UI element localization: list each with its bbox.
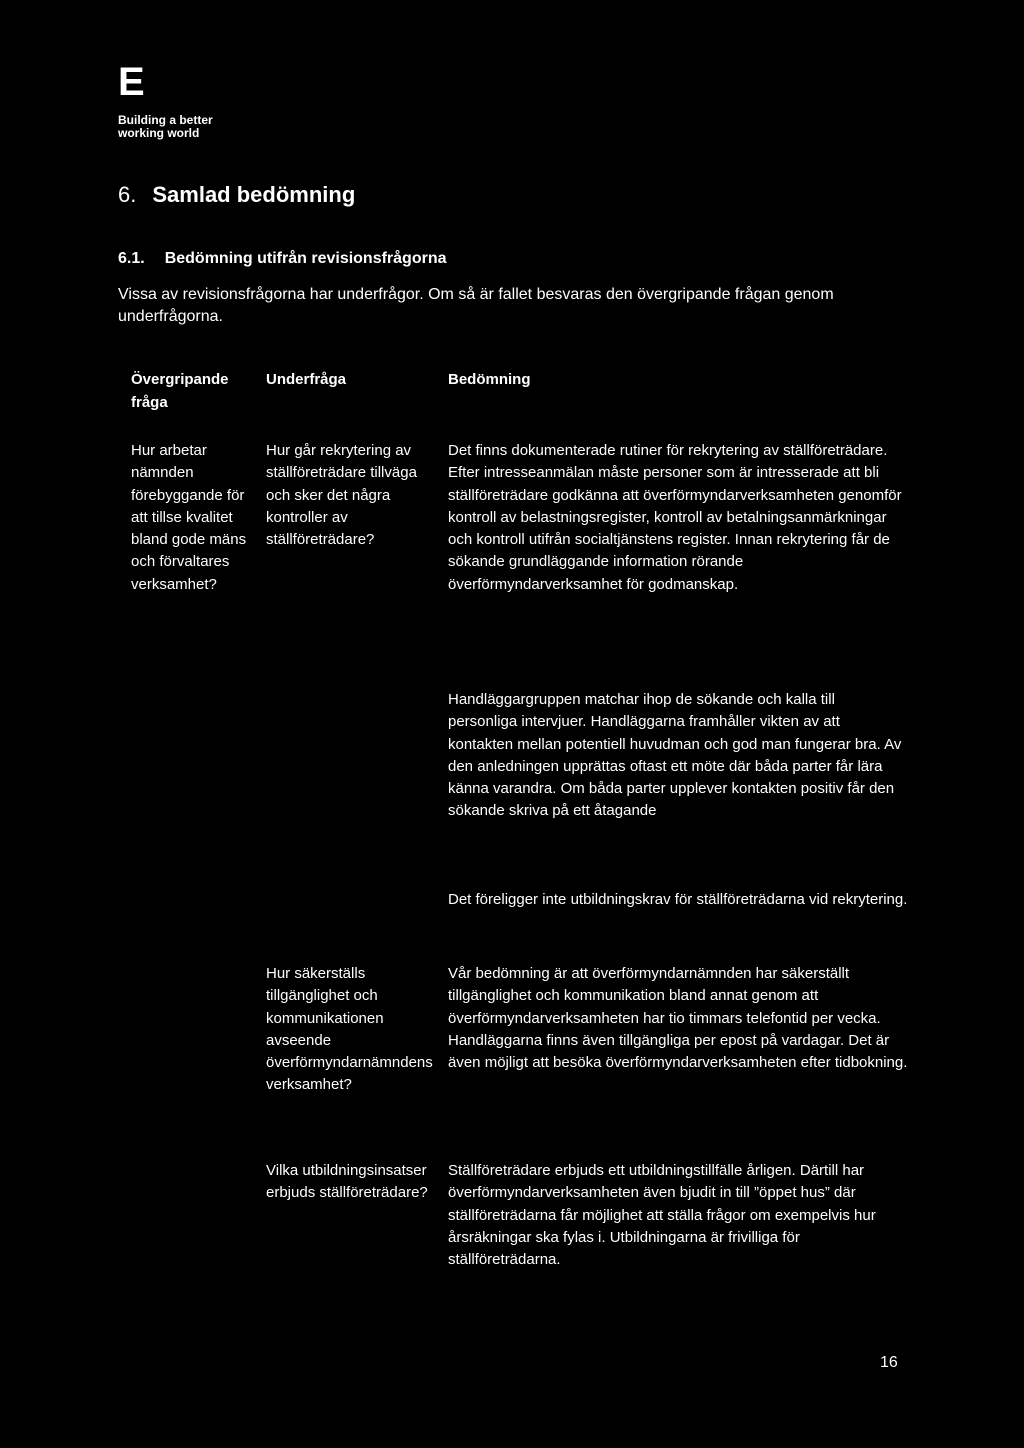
logo-mark: E (118, 60, 144, 104)
header-overgripande-fraga: Övergripande fråga (131, 371, 229, 411)
section-heading (118, 180, 355, 210)
logo-tagline (118, 114, 213, 140)
assessment-rekrytering-p3: Det föreligger inte utbildningskrav för ställföreträdarna vid rekrytering. (448, 891, 908, 908)
page-number: 16 (880, 1354, 898, 1371)
subsection-number: 6.1. (118, 250, 145, 267)
sub-question-rekrytering: Hur går rekrytering av ställföreträdare tillväga och sker det några kontroller av ställföreträdare? (266, 442, 417, 549)
section-number: 6. (118, 182, 137, 207)
assessment-rekrytering-p2: Handläggargruppen matchar ihop de sökande och kalla till personliga intervjuer. Handläggarna framhåller vikten av att kontakten mellan potentiell huvudman och god man fungerar bra. Av den anledningen upprättas oftast ett möte där båda parter får lära känna varandra. Om båda parter upplever kontakten positiv får den sökande skriva på ett åtagande (448, 691, 902, 820)
assessment-utbildning: Ställföreträdare erbjuds ett utbildningstillfälle årligen. Därtill har överförmyndarverksamheten även bjudit in till ”öppet hus” där ställföreträdarna får möjlighet att ställa frågor om exempelvis hur årsräkningar ska fylas i. Utbildningarna är frivilliga för ställföreträdarna. (448, 1162, 876, 1269)
sub-question-tillganglighet: Hur säkerställs tillgänglighet och kommunikationen avseende överförmyndarnämndens verksamhet? (266, 965, 433, 1094)
assessment-rekrytering-p1: Det finns dokumenterade rutiner för rekrytering av ställföreträdare. Efter intresseanmälan måste personer som är intresserade att bli ställföreträdare godkänna att överförmyndarverksamheten genomför kontroll av belastningsregister, kontroll av betalningsanmärkningar och kontroll utifrån socialtjänstens register. Innan rekrytering får de sökande grundläggande information rörande överförmyndarverksamhet för godmanskap. (448, 442, 902, 593)
section-title: Samlad bedömning (152, 182, 356, 207)
intro-paragraph: Vissa av revisionsfrågorna har underfrågor. Om så är fallet besvaras den övergripande frågan genom underfrågorna. (118, 286, 834, 325)
header-bedomning: Bedömning (448, 371, 531, 388)
subsection-heading (118, 248, 447, 270)
assessment-tillganglighet: Vår bedömning är att överförmyndarnämnden har säkerställt tillgänglighet och kommunikation bland annat genom att överförmyndarverksamheten har tio timmars telefontid per vecka. Handläggarna finns även tillgängliga per epost på vardagar. Det är även möjligt att besöka överförmyndarverksamheten efter tidbokning. (448, 965, 908, 1072)
header-underfraga: Underfråga (266, 371, 347, 388)
main-question: Hur arbetar nämnden förebyggande för att tillse kvalitet bland gode mäns och förvaltares verksamhet? (131, 442, 247, 593)
sub-question-utbildning: Vilka utbildningsinsatser erbjuds ställföreträdare? (266, 1162, 428, 1202)
subsection-title: Bedömning utifrån revisionsfrågorna (164, 250, 447, 267)
logo-tagline-line2: working world (118, 126, 200, 140)
ey-logo (118, 62, 213, 140)
logo-tagline-line1: Building a better (118, 113, 213, 127)
